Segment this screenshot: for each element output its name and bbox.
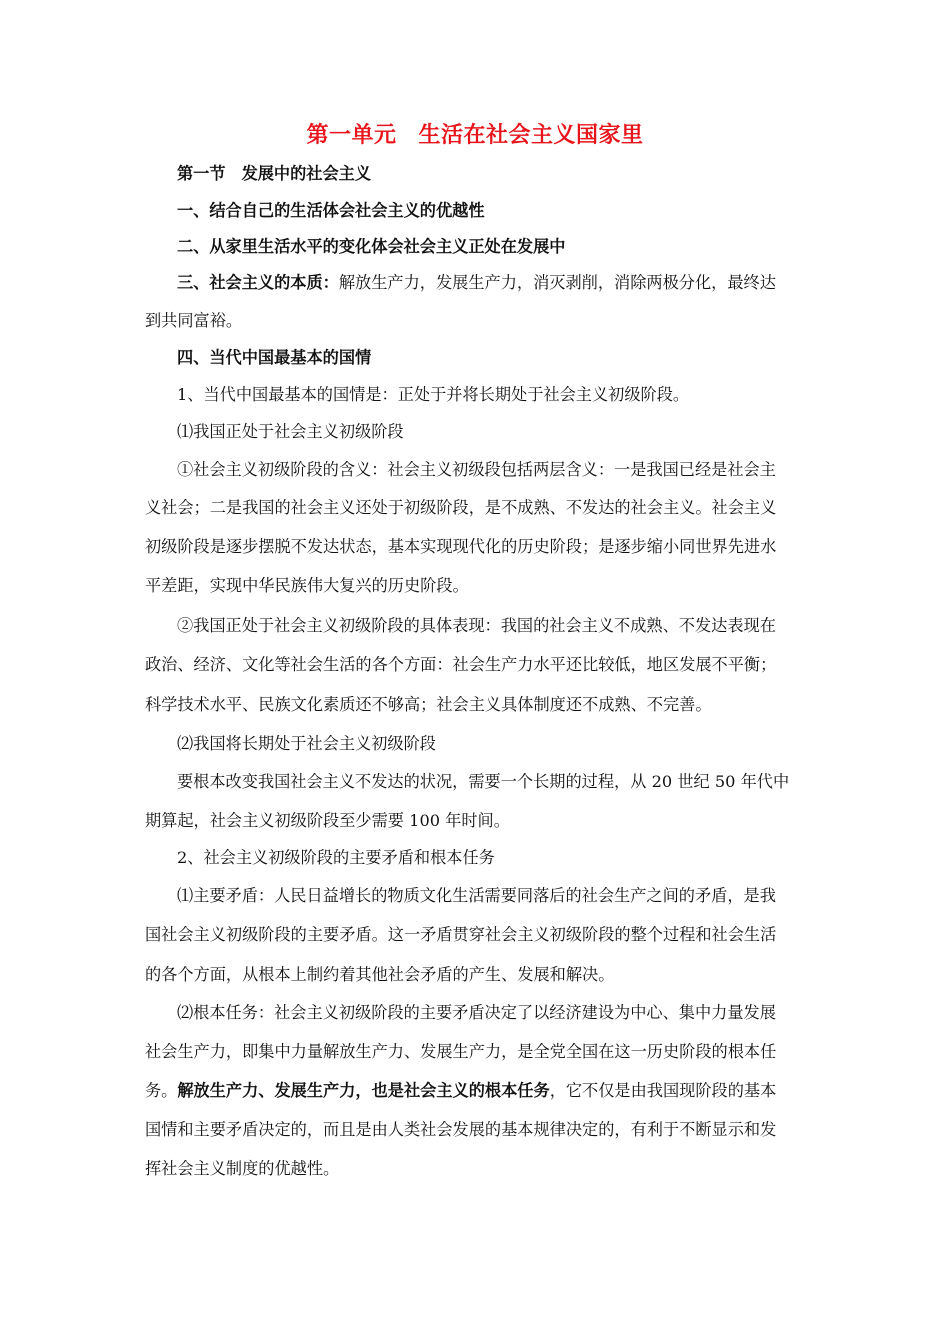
unit-name: 生活在社会主义国家里 [418, 123, 644, 148]
heading-4: 四、当代中国最基本的国情 [177, 348, 372, 367]
subheading: 2、社会主义初级阶段的主要矛盾和根本任务 [177, 848, 495, 867]
section-label: 第一节 [177, 164, 226, 183]
paragraph-line: 政治、经济、文化等社会生活的各个方面：社会生产力水平还比较低，地区发展不平衡； [145, 655, 777, 674]
paragraph-line: 社会生产力，即集中力量解放生产力、发展生产力，是全党全国在这一历史阶段的根本任 [145, 1042, 777, 1061]
paragraph-line: 初级阶段是逐步摆脱不发达状态，基本实现现代化的历史阶段；是逐步缩小同世界先进水 [145, 537, 777, 556]
paragraph-line: 国情和主要矛盾决定的，而且是由人类社会发展的基本规律决定的，有利于不断显示和发 [145, 1120, 777, 1139]
paragraph-line: 义社会；二是我国的社会主义还处于初级阶段，是不成熟、不发达的社会主义。社会主义 [145, 498, 777, 517]
heading-3-continuation: 到共同富裕。 [145, 311, 243, 330]
heading-3 [177, 271, 776, 295]
paragraph-line: 期算起，社会主义初级阶段至少需要 100 年时间。 [145, 811, 510, 830]
paragraph-line: 的各个方面，从根本上制约着其他社会矛盾的产生、发展和解决。 [145, 965, 615, 984]
section-heading [177, 162, 371, 186]
text-run: 务。 [145, 1081, 178, 1100]
paragraph-line: ②我国正处于社会主义初级阶段的具体表现：我国的社会主义不成熟、不发达表现在 [177, 616, 776, 635]
subheading: ⑵我国将长期处于社会主义初级阶段 [177, 734, 436, 753]
subheading: ⑴我国正处于社会主义初级阶段 [177, 422, 404, 441]
paragraph-line: ⑴主要矛盾：人民日益增长的物质文化生活需要同落后的社会生产之间的矛盾，是我 [177, 886, 776, 905]
bold-emphasis: 解放生产力、发展生产力，也是社会主义的根本任务 [177, 1081, 550, 1100]
paragraph-line: 挥社会主义制度的优越性。 [145, 1159, 340, 1178]
paragraph-line: 1、当代中国最基本的国情是：正处于并将长期处于社会主义初级阶段。 [177, 385, 690, 404]
paragraph-line: 要根本改变我国社会主义不发达的状况，需要一个长期的过程，从 20 世纪 50 年代中 [177, 772, 790, 791]
paragraph-line: ⑵根本任务：社会主义初级阶段的主要矛盾决定了以经济建设为中心、集中力量发展 [177, 1003, 776, 1022]
section-name: 发展中的社会主义 [241, 164, 372, 183]
unit-number: 第一单元 [306, 123, 397, 148]
unit-title [0, 121, 950, 151]
heading-3-text: 解放生产力，发展生产力，消灭剥削，消除两极分化，最终达 [338, 273, 776, 292]
paragraph-line [145, 1079, 776, 1103]
paragraph-line: ①社会主义初级阶段的含义：社会主义初级段包括两层含义：一是我国已经是社会主 [177, 460, 776, 479]
paragraph-line: 国社会主义初级阶段的主要矛盾。这一矛盾贯穿社会主义初级阶段的整个过程和社会生活 [145, 925, 777, 944]
paragraph-line: 科学技术水平、民族文化素质还不够高；社会主义具体制度还不成熟、不完善。 [145, 695, 712, 714]
text-run: ，它不仅是由我国现阶段的基本 [549, 1081, 777, 1100]
paragraph-line: 平差距，实现中华民族伟大复兴的历史阶段。 [145, 576, 469, 595]
heading-3-label: 三、社会主义的本质： [177, 273, 339, 292]
heading-1: 一、结合自己的生活体会社会主义的优越性 [177, 201, 485, 220]
heading-2: 二、从家里生活水平的变化体会社会主义正处在发展中 [177, 237, 566, 256]
